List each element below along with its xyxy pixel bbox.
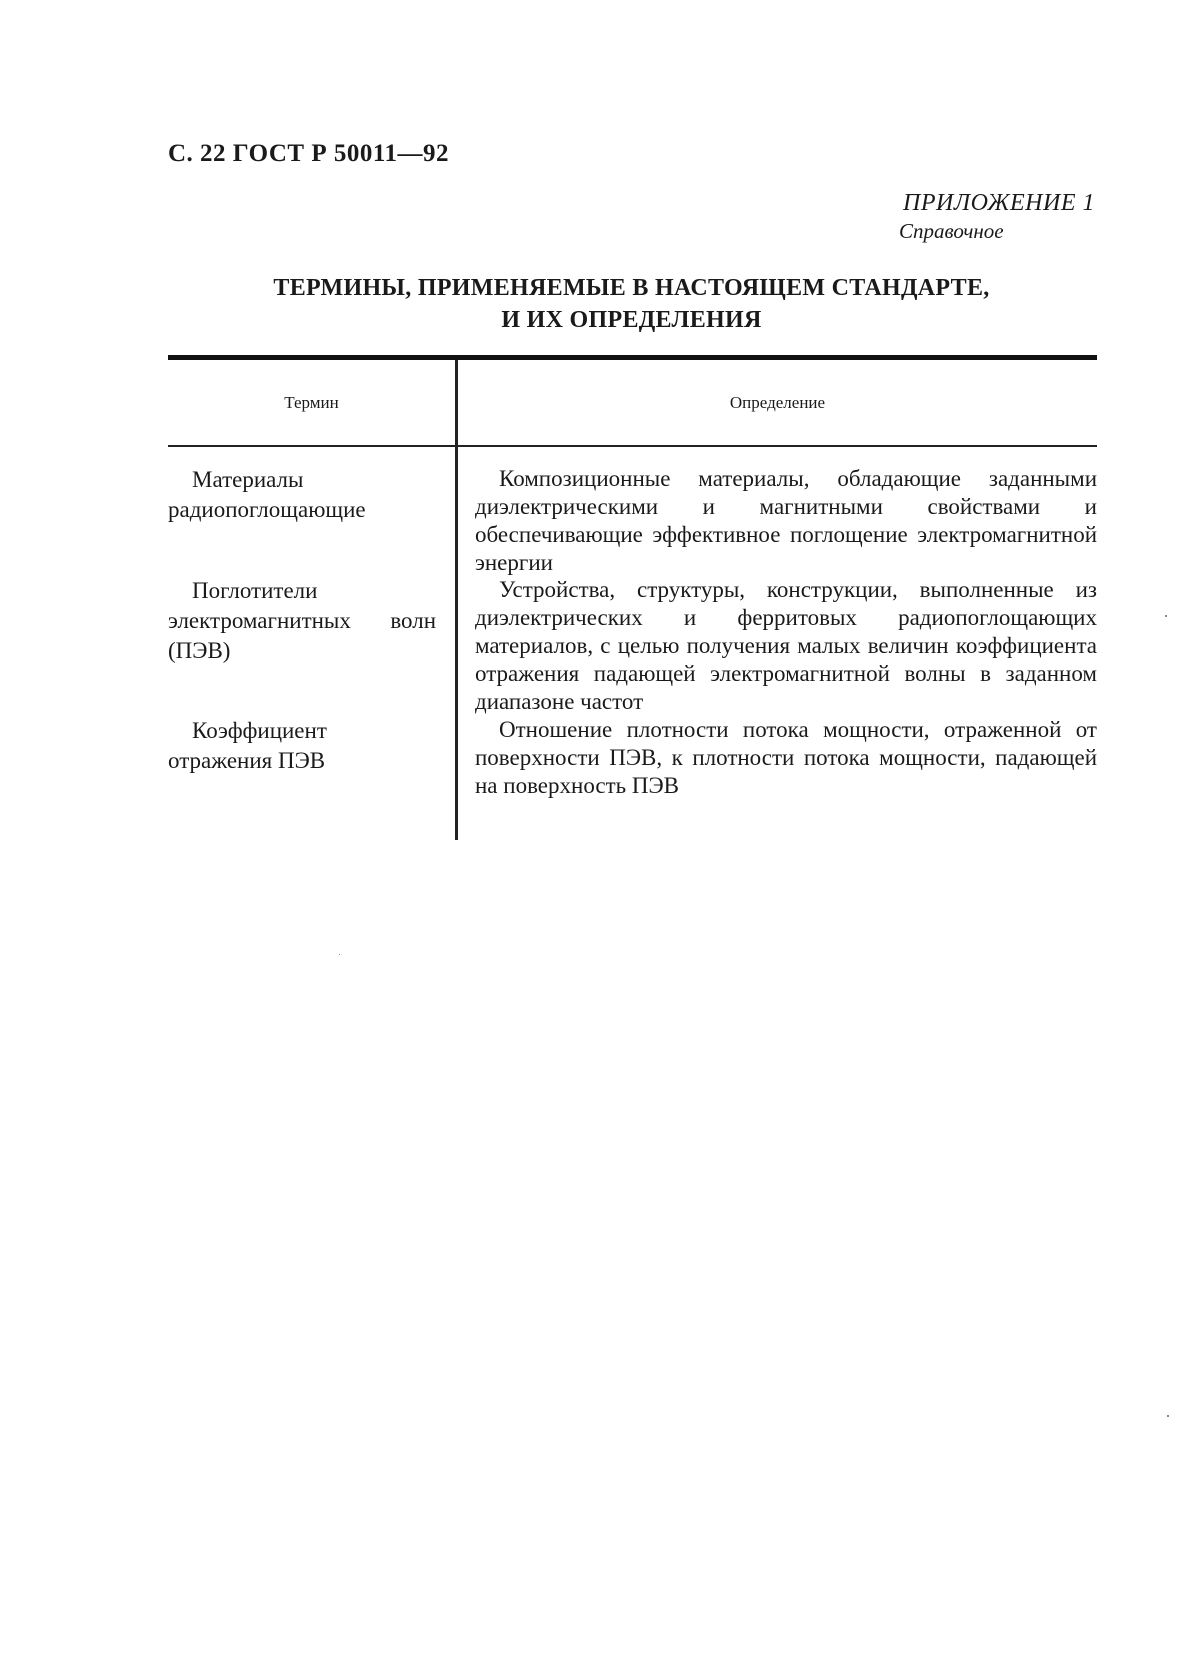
definition-cell: Отношение плотности потока мощности, отраженной от поверхности ПЭВ, к плотности потока мощности, падающей на поверхность ПЭВ <box>475 717 1097 798</box>
appendix-title: ПРИЛОЖЕНИЕ 1 <box>903 190 1095 216</box>
scan-speck <box>339 954 340 955</box>
definition-cell: Композиционные материалы, обладающие заданными диэлектрическими и магнитными свойствами и обеспечивающие эффективное поглощение электромагнитной энергии <box>475 466 1097 575</box>
document-title-line-2: И ИХ ОПРЕДЕЛЕНИЯ <box>501 307 762 333</box>
scan-speck <box>1167 1415 1169 1417</box>
scan-speck <box>1165 615 1167 617</box>
term-cell: Материалы радиопоглощающие <box>168 467 366 522</box>
terms-table <box>168 355 1097 835</box>
appendix-subtitle: Справочное <box>899 219 1004 243</box>
term-cell: Коэффициент отражения ПЭВ <box>168 718 327 773</box>
term-cell: Поглотители электромагнитных волн (ПЭВ) <box>168 578 436 663</box>
page-header: С. 22 ГОСТ Р 50011—92 <box>168 140 449 167</box>
document-title-line-1: ТЕРМИНЫ, ПРИМЕНЯЕМЫЕ В НАСТОЯЩЕМ СТАНДАРТЕ, <box>273 275 990 301</box>
table-header-definition: Определение <box>729 393 826 412</box>
table-header-term: Термин <box>284 393 339 412</box>
document-title <box>168 272 1095 336</box>
definition-cell: Устройства, структуры, конструкции, выполненные из диэлектрических и ферритовых радиопоглощающих материалов, с целью получения малых величин коэффициента отражения падающей электромагнитной волны в заданном диапазоне частот <box>475 577 1097 714</box>
table-top-rule <box>168 355 1097 360</box>
appendix-label <box>899 190 1095 244</box>
table-header-rule <box>168 445 1097 447</box>
table-column-divider <box>455 360 458 840</box>
